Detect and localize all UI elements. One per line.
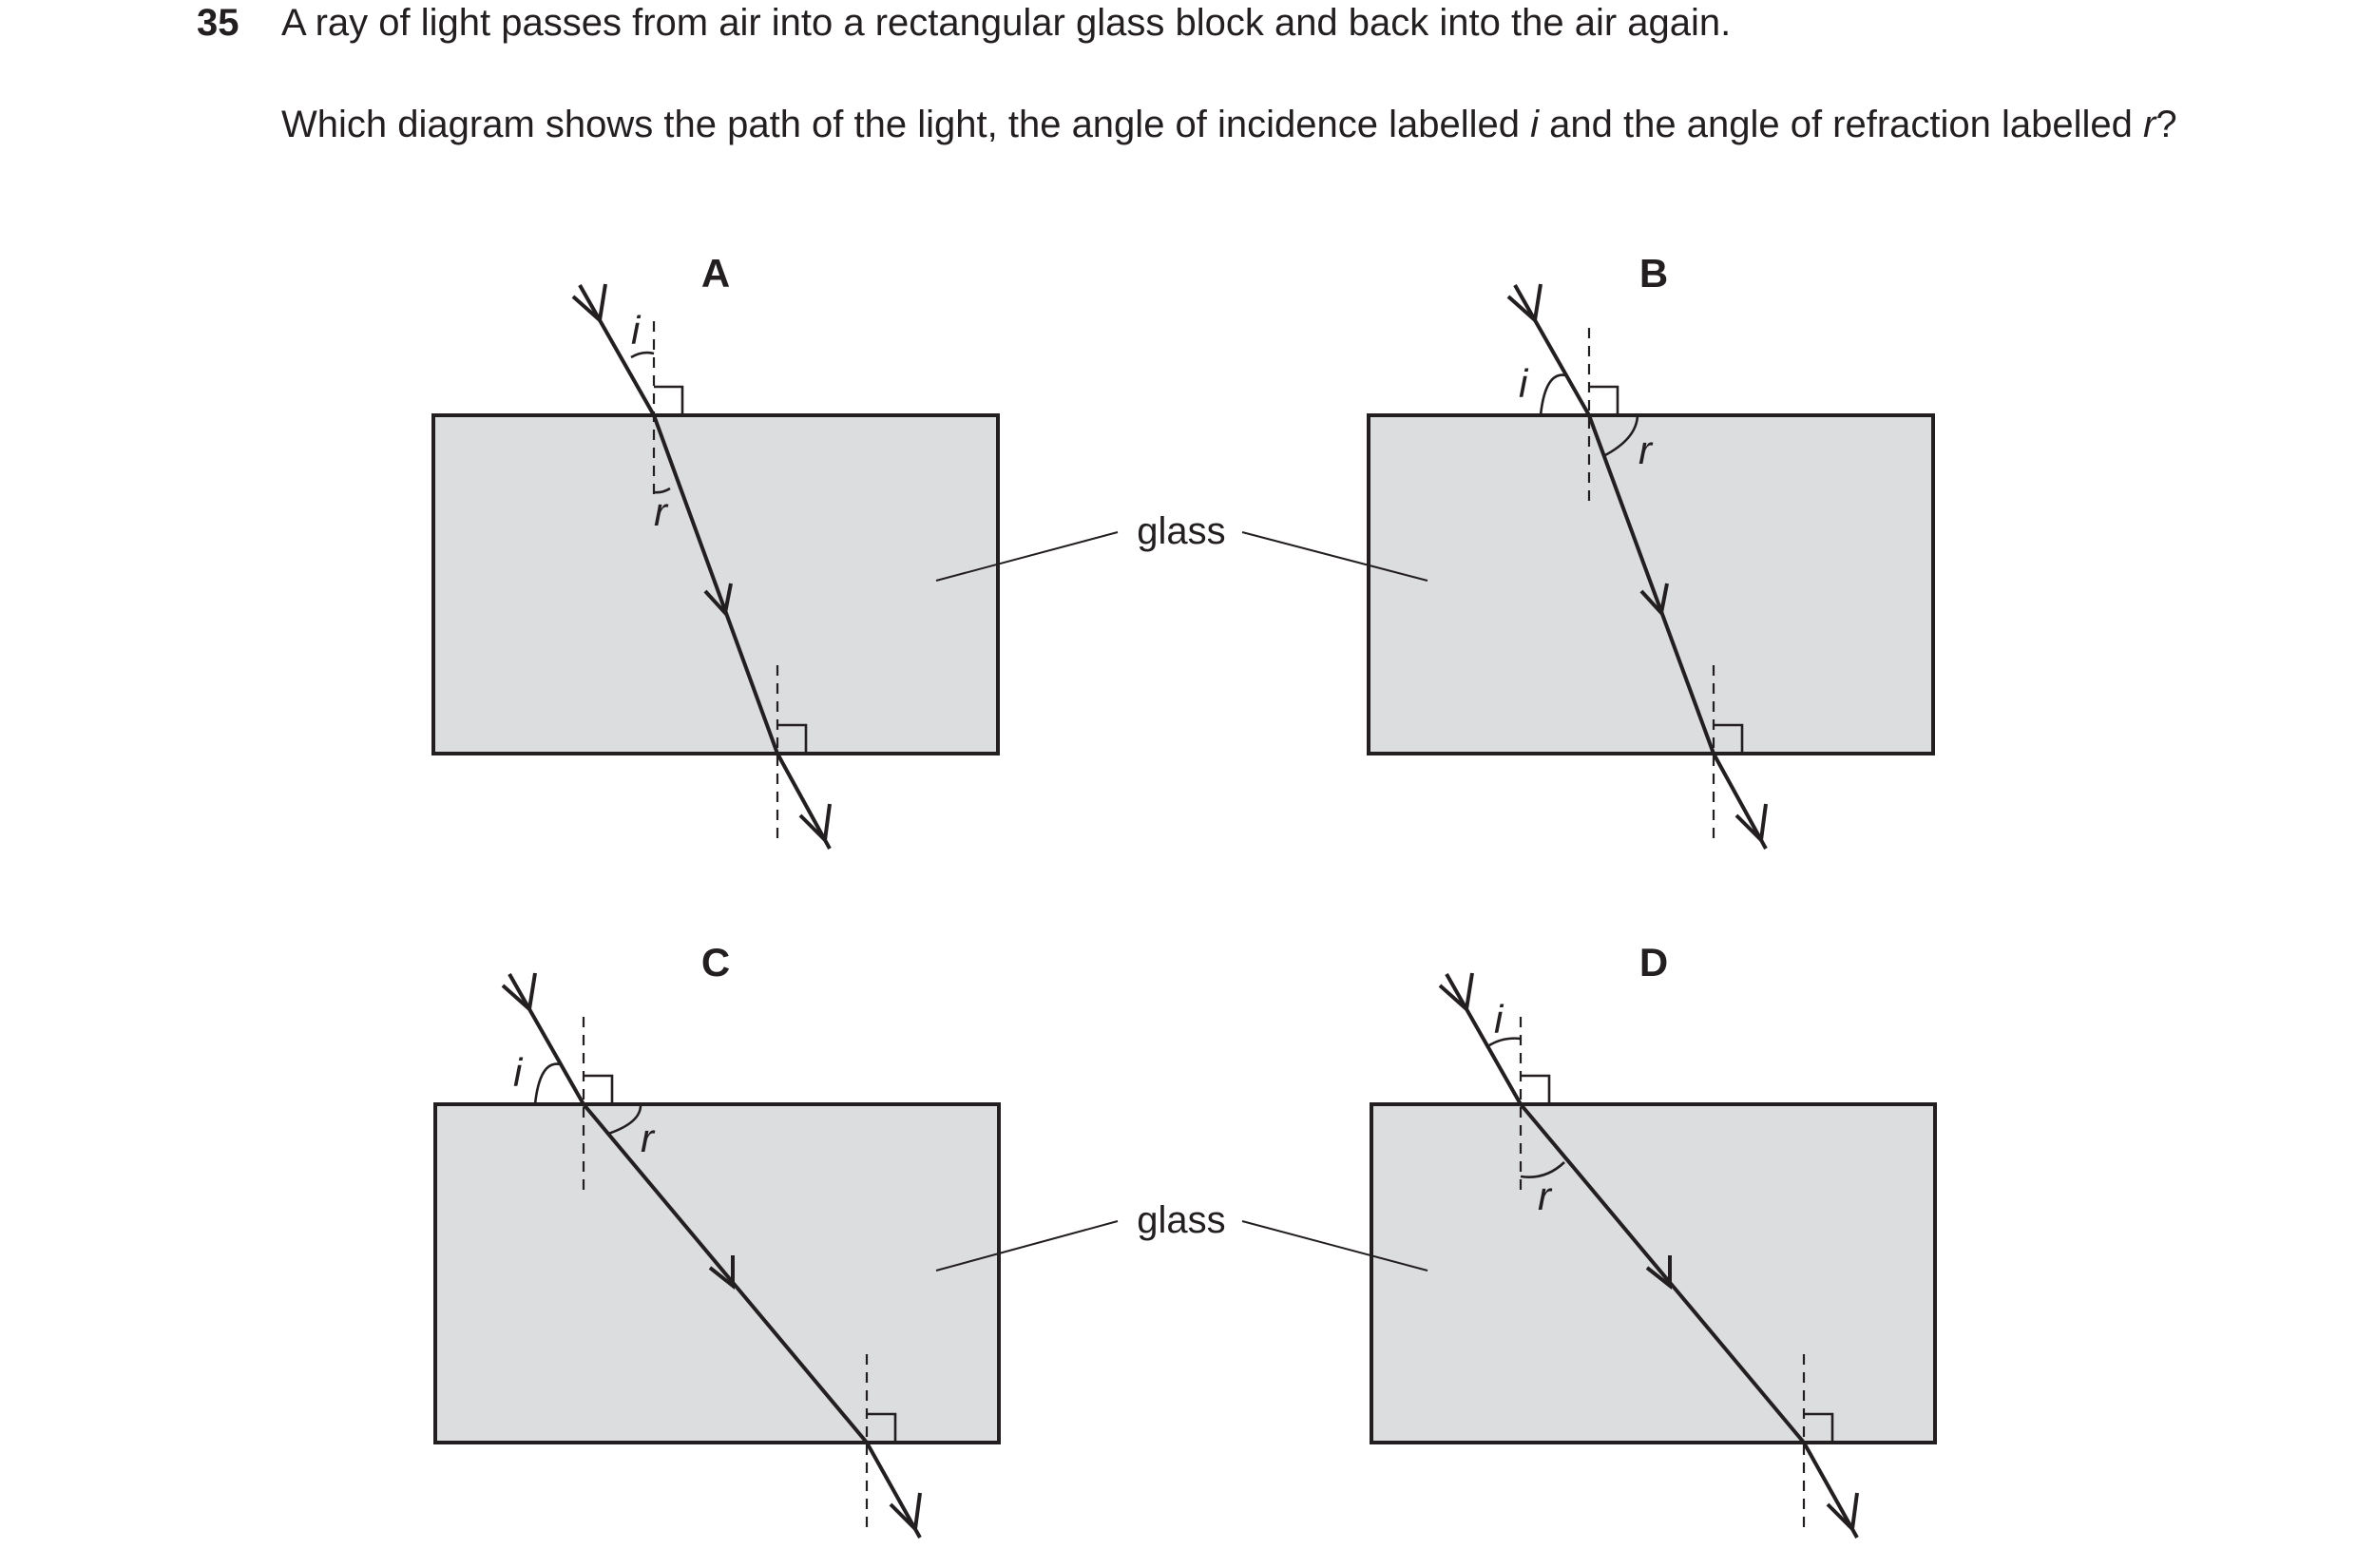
- option-a-diagram: [433, 251, 998, 849]
- option-a-i-label: i: [631, 308, 641, 353]
- incidence-symbol: i: [1530, 104, 1540, 145]
- option-a-r-label: r: [654, 489, 667, 534]
- option-d-diagram: [1371, 940, 1935, 1538]
- option-b-i-label: i: [1519, 361, 1528, 406]
- glass-label-top: glass: [1137, 510, 1226, 552]
- option-c-incidence-arc: [535, 1064, 561, 1104]
- refraction-symbol: r: [2143, 104, 2156, 145]
- option-b-r-label: r: [1638, 428, 1652, 472]
- option-c-i-label: i: [513, 1050, 523, 1095]
- option-d-label: D: [1638, 940, 1669, 985]
- question-line-2-mid: and the angle of refraction labelled: [1539, 104, 2144, 145]
- option-b-diagram: [1369, 251, 1933, 849]
- question-line-2-start: Which diagram shows the path of the light, the angle of incidence labelled: [281, 104, 1531, 145]
- question-line-1: A ray of light passes from air into a rectangular glass block and back into the air again.: [281, 2, 1732, 44]
- option-c-top-right-angle: [584, 1076, 612, 1104]
- option-a-incidence-arc: [631, 353, 654, 357]
- option-a-label: A: [700, 251, 731, 296]
- option-b-top-right-angle: [1589, 387, 1618, 415]
- option-d-i-label: i: [1494, 997, 1504, 1042]
- glass-label-bottom: glass: [1137, 1199, 1226, 1241]
- option-c-r-label: r: [641, 1116, 654, 1160]
- option-b-incidence-arc: [1541, 375, 1566, 415]
- option-c-label: C: [700, 940, 731, 985]
- question-line-2-end: ?: [2156, 104, 2177, 145]
- option-d-top-right-angle: [1521, 1076, 1549, 1104]
- option-b-label: B: [1638, 251, 1669, 296]
- option-a-top-right-angle: [654, 387, 682, 415]
- question-number: 35: [197, 2, 240, 44]
- option-c-diagram: [435, 940, 999, 1538]
- option-d-r-label: r: [1538, 1174, 1551, 1218]
